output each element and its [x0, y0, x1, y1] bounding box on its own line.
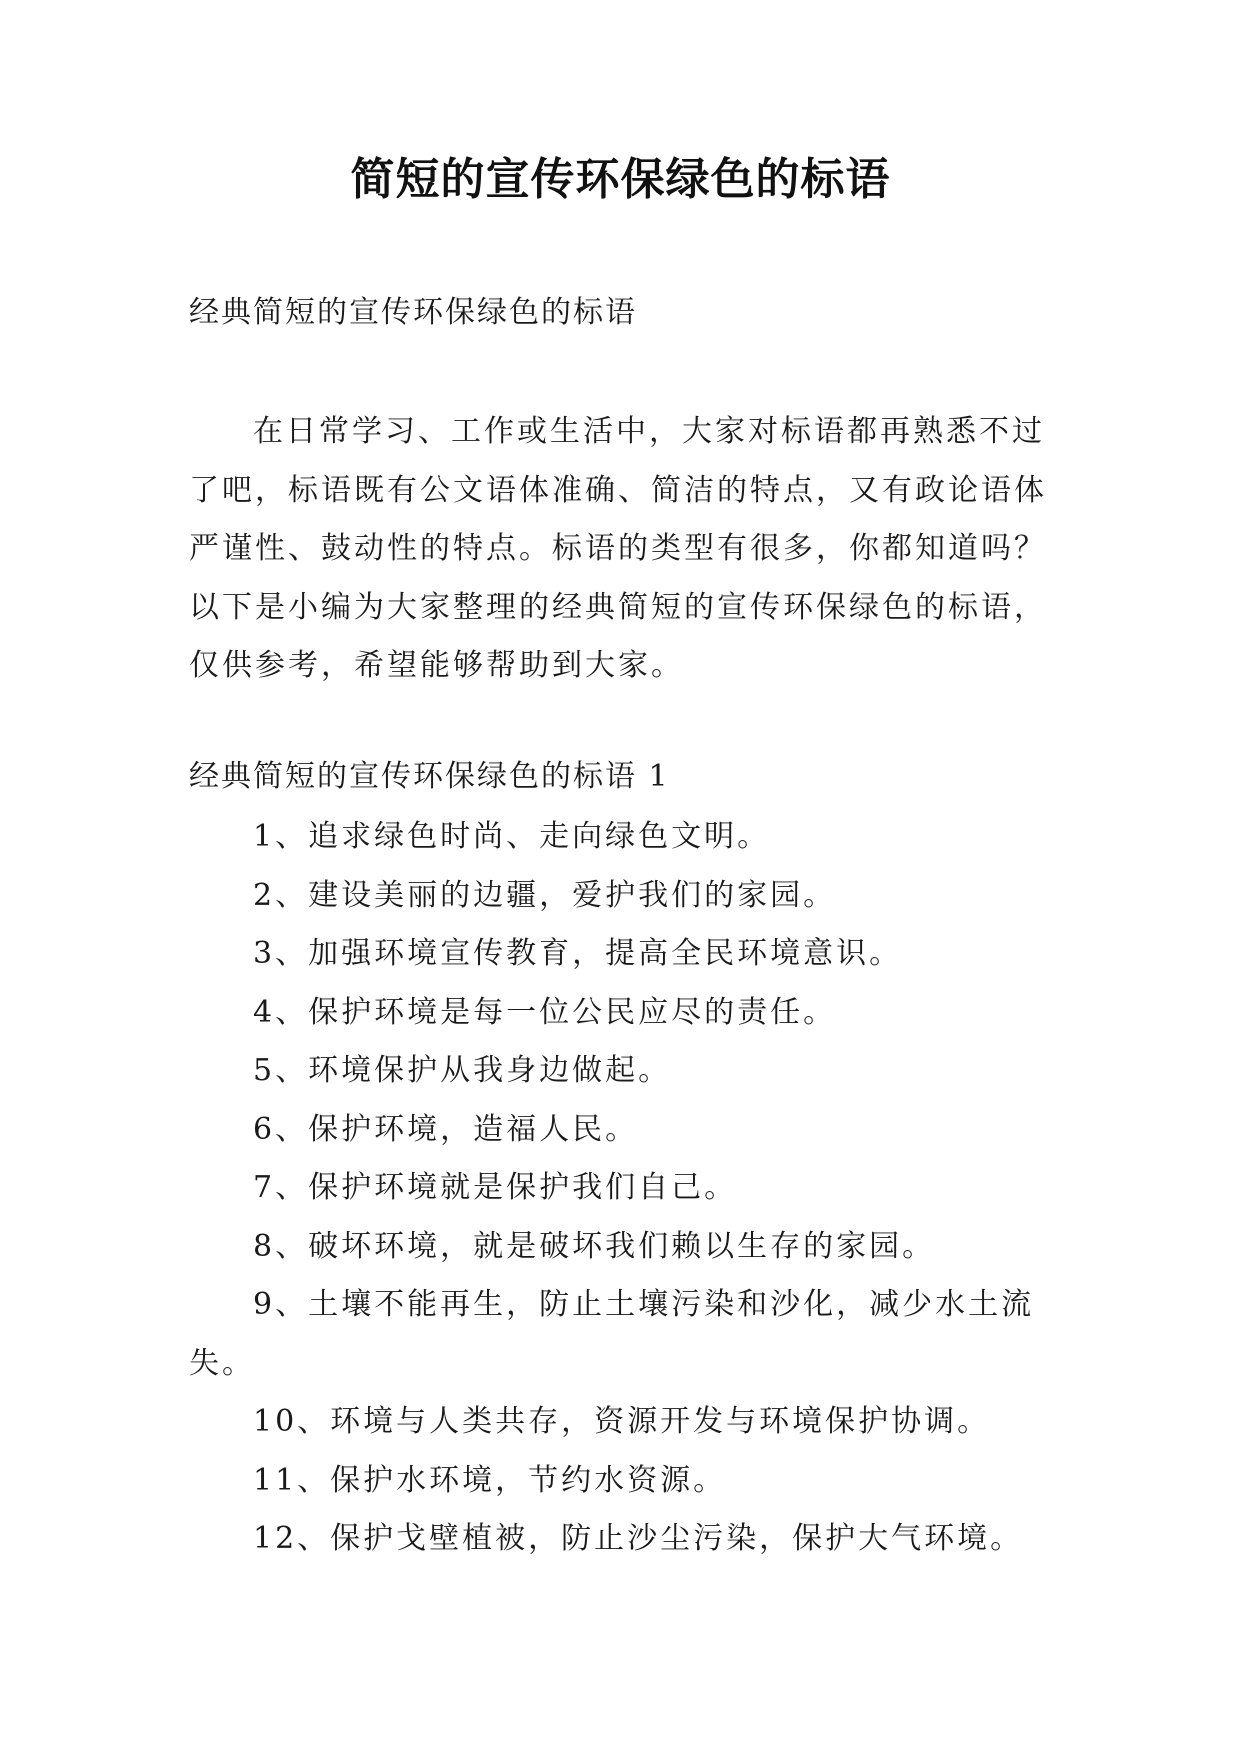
- slogan-item: 8、破坏环境，就是破坏我们赖以生存的家园。: [253, 1228, 936, 1264]
- intro-paragraph: 在日常学习、工作或生活中，大家对标语都再熟悉不过了吧，标语既有公文语体准确、简洁的特点，又有政论语体严谨性、鼓动性的特点。标语的类型有很多，你都知道吗？以下是小编为大家整理的经典简短的宣传环保绿色的标语，仅供参考，希望能够帮助到大家。: [189, 414, 1047, 683]
- slogan-item: 4、保护环境是每一位公民应尽的责任。: [253, 994, 837, 1030]
- document-title: 简短的宣传环保绿色的标语: [350, 154, 891, 205]
- slogan-item: 10、环境与人类共存，资源开发与环境保护协调。: [253, 1404, 991, 1439]
- slogan-list: [189, 808, 1069, 1569]
- slogan-item: 7、保护环境就是保护我们自己。: [253, 1170, 738, 1205]
- slogan-item: 3、加强环境宣传教育，提高全民环境意识。: [253, 936, 903, 971]
- slogan-item: 6、保护环境，造福人民。: [253, 1111, 639, 1147]
- document-subtitle: 经典简短的宣传环保绿色的标语: [189, 295, 637, 330]
- slogan-item: 11、保护水环境，节约水资源。: [253, 1462, 727, 1498]
- slogan-item: 5、环境保护从我身边做起。: [253, 1053, 672, 1088]
- slogan-item: 12、保护戈壁植被，防止沙尘污染，保护大气环境。: [253, 1521, 1024, 1556]
- section-heading: 经典简短的宣传环保绿色的标语 1: [189, 759, 670, 794]
- slogan-item: 2、建设美丽的边疆，爱护我们的家园。: [253, 877, 837, 913]
- slogan-item: 9、土壤不能再生，防止土壤污染和沙化，减少水土流失。: [189, 1287, 1035, 1381]
- slogan-item: 1、追求绿色时尚、走向绿色文明。: [253, 819, 771, 854]
